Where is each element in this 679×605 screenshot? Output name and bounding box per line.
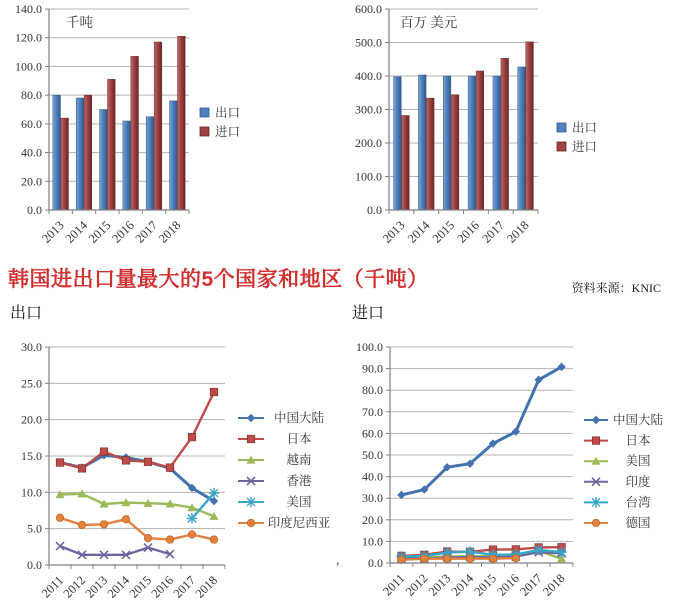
legend-label: 美国 — [625, 454, 651, 469]
bar-进口-2016 — [131, 56, 139, 210]
x-tick-label: 2015 — [471, 571, 500, 599]
y-tick-label: 20.0 — [21, 174, 42, 189]
y-tick-label: 30.0 — [362, 491, 383, 506]
legend-item-出口 — [200, 105, 240, 120]
marker-asterisk-icon — [246, 497, 256, 507]
bar-进口-2016 — [476, 71, 484, 210]
x-tick-label: 2014 — [448, 571, 477, 599]
legend-label: 美国 — [286, 495, 312, 509]
legend-item-香港 — [238, 473, 312, 488]
marker-circle-icon — [78, 521, 86, 529]
legend-item-美国 — [584, 454, 651, 468]
legend-label: 印度尼西亚 — [267, 516, 331, 530]
bar-出口-2017 — [146, 117, 154, 210]
line-德国 — [401, 558, 515, 560]
legend-item-印度 — [584, 474, 651, 489]
value-bar-svg — [340, 0, 679, 258]
volume-bar-svg — [0, 0, 335, 258]
line-中国大陆 — [401, 367, 561, 495]
marker-circle-icon — [443, 555, 451, 563]
marker-circle-icon — [144, 534, 152, 542]
y-tick-label: 80.0 — [362, 383, 383, 398]
x-tick-label: 2012 — [60, 573, 89, 601]
bar-出口-2014 — [418, 75, 426, 210]
marker-circle-icon — [512, 554, 520, 562]
marker-square-icon — [210, 388, 218, 396]
marker-circle-icon — [592, 519, 600, 527]
x-tick-label: 2017 — [479, 218, 507, 246]
y-tick-label: 60.0 — [21, 116, 42, 131]
marker-square-icon — [188, 433, 196, 441]
x-tick-label: 2013 — [425, 571, 454, 599]
y-tick-label: 600.0 — [355, 2, 382, 16]
y-tick-label: 10.0 — [362, 534, 383, 549]
y-tick-label: 140.0 — [15, 2, 42, 16]
marker-diamond-icon — [592, 416, 600, 424]
marker-square-icon — [100, 448, 108, 456]
bar-进口-2013 — [402, 116, 410, 210]
legend-item-台湾 — [584, 494, 651, 509]
bar-出口-2018 — [518, 67, 526, 210]
x-tick-label: 2015 — [429, 218, 458, 246]
bar-出口-2015 — [100, 110, 108, 211]
bar-进口-2013 — [61, 118, 69, 210]
legend-swatch-icon — [200, 127, 209, 136]
legend-item-越南 — [238, 452, 312, 467]
marker-square-icon — [78, 465, 86, 473]
bar-出口-2016 — [123, 121, 131, 210]
y-tick-label: 40.0 — [362, 469, 383, 484]
bar-出口-2014 — [76, 98, 84, 210]
legend-item-印度尼西亚 — [238, 515, 331, 530]
bar-出口-2013 — [394, 77, 402, 210]
marker-circle-icon — [247, 519, 255, 527]
y-tick-label: 30.0 — [21, 340, 42, 354]
y-tick-label: 0.0 — [368, 556, 383, 570]
x-tick-label: 2016 — [148, 573, 177, 601]
bar-进口-2015 — [451, 95, 459, 210]
line-日本 — [60, 392, 214, 468]
marker-asterisk-icon — [533, 545, 543, 555]
x-tick-label: 2016 — [494, 571, 522, 599]
bar-出口-2017 — [493, 76, 501, 210]
legend-swatch-icon — [557, 123, 566, 132]
marker-circle-icon — [166, 536, 174, 544]
marker-square-icon — [144, 458, 152, 466]
legend-label: 出口 — [215, 106, 241, 120]
bar-进口-2018 — [178, 36, 186, 210]
y-tick-label: 80.0 — [21, 88, 42, 103]
x-tick-label: 2013 — [379, 218, 408, 246]
legend-swatch-icon — [557, 142, 566, 151]
y-tick-label: 20.0 — [21, 412, 42, 427]
y-tick-label: 100.0 — [356, 340, 383, 354]
y-tick-label: 5.0 — [27, 521, 42, 536]
export-line-svg — [0, 330, 335, 605]
y-tick-label: 25.0 — [21, 376, 42, 391]
gridlines — [45, 347, 225, 565]
import-line-svg — [340, 330, 679, 605]
marker-square-icon — [592, 437, 600, 445]
y-tick-label: 50.0 — [362, 448, 383, 462]
unit-label: 千吨 — [66, 15, 93, 30]
x-tick-label: 2011 — [38, 573, 67, 601]
legend-label: 印度 — [625, 474, 651, 489]
x-tick-label: 2018 — [155, 218, 184, 246]
x-tick-label: 2017 — [517, 571, 545, 599]
series-香港 — [56, 542, 174, 559]
y-tick-label: 40.0 — [21, 145, 42, 160]
legend-item-进口 — [200, 124, 240, 139]
volume-bar-chart — [0, 0, 335, 258]
marker-square-icon — [56, 459, 64, 467]
legend-label: 越南 — [286, 453, 312, 467]
legend-label: 日本 — [286, 432, 312, 446]
data-source-note: 资料来源：KNIC — [571, 281, 661, 295]
legend-item-日本 — [238, 431, 312, 446]
marker-circle-icon — [421, 555, 429, 563]
marker-asterisk-icon — [591, 497, 601, 507]
y-tick-label: 400.0 — [355, 69, 382, 83]
x-tick-label: 2018 — [192, 573, 221, 601]
legend-item-美国 — [238, 495, 312, 509]
legend-label: 中国大陆 — [612, 413, 664, 427]
bar-进口-2017 — [154, 42, 162, 210]
bar-出口-2015 — [443, 76, 451, 210]
y-tick-label: 500.0 — [355, 35, 382, 50]
bar-出口-2013 — [53, 95, 61, 210]
bar-进口-2018 — [526, 42, 534, 210]
marker-square-icon — [247, 435, 255, 443]
marker-square-icon — [122, 457, 130, 465]
x-tick-label: 2014 — [62, 218, 91, 246]
marker-circle-icon — [100, 521, 108, 529]
x-tick-label: 2017 — [132, 218, 161, 246]
stray-comma-mark: , — [336, 553, 340, 568]
marker-asterisk-icon — [556, 547, 566, 557]
bar-出口-2016 — [468, 76, 476, 210]
bar-进口-2017 — [501, 58, 509, 210]
y-tick-label: 60.0 — [362, 426, 383, 441]
marker-diamond-icon — [247, 414, 255, 422]
legend-label: 德国 — [625, 516, 651, 530]
x-tick-label: 2014 — [104, 573, 133, 601]
marker-circle-icon — [188, 531, 196, 539]
legend-swatch-icon — [200, 108, 209, 117]
x-tick-label: 2018 — [504, 218, 532, 246]
legend-item-出口 — [557, 120, 597, 135]
x-tick-label: 2015 — [126, 573, 155, 601]
y-tick-label: 100.0 — [15, 59, 42, 74]
import-section-label: 进口 — [352, 305, 385, 322]
x-tick-label: 2012 — [402, 571, 431, 599]
line-香港 — [60, 546, 170, 555]
bar-进口-2014 — [426, 98, 434, 210]
legend-item-日本 — [584, 433, 651, 448]
y-tick-label: 10.0 — [21, 485, 42, 500]
y-tick-label: 0.0 — [27, 203, 42, 217]
marker-circle-icon — [56, 514, 64, 522]
legend-label: 中国大陆 — [273, 411, 325, 425]
bar-进口-2015 — [108, 79, 116, 210]
import-line-chart — [340, 330, 679, 605]
x-tick-label: 2013 — [82, 573, 111, 601]
legend-label: 日本 — [625, 433, 651, 448]
bar-出口-2018 — [170, 101, 178, 210]
marker-circle-icon — [122, 515, 130, 523]
x-tick-label: 2016 — [109, 218, 137, 246]
marker-asterisk-icon — [187, 513, 197, 523]
marker-square-icon — [166, 464, 174, 472]
x-tick-label: 2018 — [540, 571, 568, 599]
y-tick-label: 90.0 — [362, 361, 383, 376]
unit-label: 百万 美元 — [400, 15, 458, 30]
y-tick-label: 0.0 — [367, 203, 382, 217]
marker-circle-icon — [466, 555, 474, 563]
legend-item-进口 — [557, 139, 597, 154]
legend-label: 出口 — [572, 121, 598, 135]
y-tick-label: 20.0 — [362, 512, 383, 527]
x-tick-label: 2013 — [39, 218, 67, 246]
y-tick-label: 15.0 — [21, 449, 42, 463]
x-tick-label: 2014 — [404, 218, 433, 246]
y-tick-label: 0.0 — [27, 558, 42, 572]
legend-item-德国 — [584, 516, 651, 530]
marker-circle-icon — [489, 555, 497, 563]
value-bar-chart — [340, 0, 679, 258]
series-中国大陆 — [397, 363, 566, 499]
legend-label: 进口 — [215, 125, 241, 139]
legend-label: 台湾 — [625, 495, 651, 510]
y-tick-label: 300.0 — [355, 102, 382, 117]
page-title: 韩国进出口量最大的5个国家和地区（千吨） — [8, 268, 429, 291]
y-tick-label: 120.0 — [15, 30, 42, 45]
y-tick-label: 70.0 — [362, 404, 383, 419]
legend-label: 进口 — [572, 140, 598, 154]
legend-item-中国大陆 — [238, 410, 324, 425]
marker-circle-icon — [210, 536, 218, 544]
bar-进口-2014 — [84, 95, 92, 210]
x-tick-label: 2016 — [454, 218, 483, 246]
y-tick-label: 100.0 — [355, 169, 382, 184]
export-line-chart — [0, 330, 335, 605]
legend-label: 香港 — [286, 474, 312, 488]
export-section-label: 出口 — [10, 305, 43, 322]
x-tick-label: 2017 — [170, 573, 199, 601]
legend-item-中国大陆 — [584, 412, 663, 427]
x-tick-label: 2011 — [380, 571, 408, 599]
marker-asterisk-icon — [209, 488, 219, 498]
x-tick-label: 2015 — [85, 218, 114, 246]
y-tick-label: 200.0 — [355, 136, 382, 150]
